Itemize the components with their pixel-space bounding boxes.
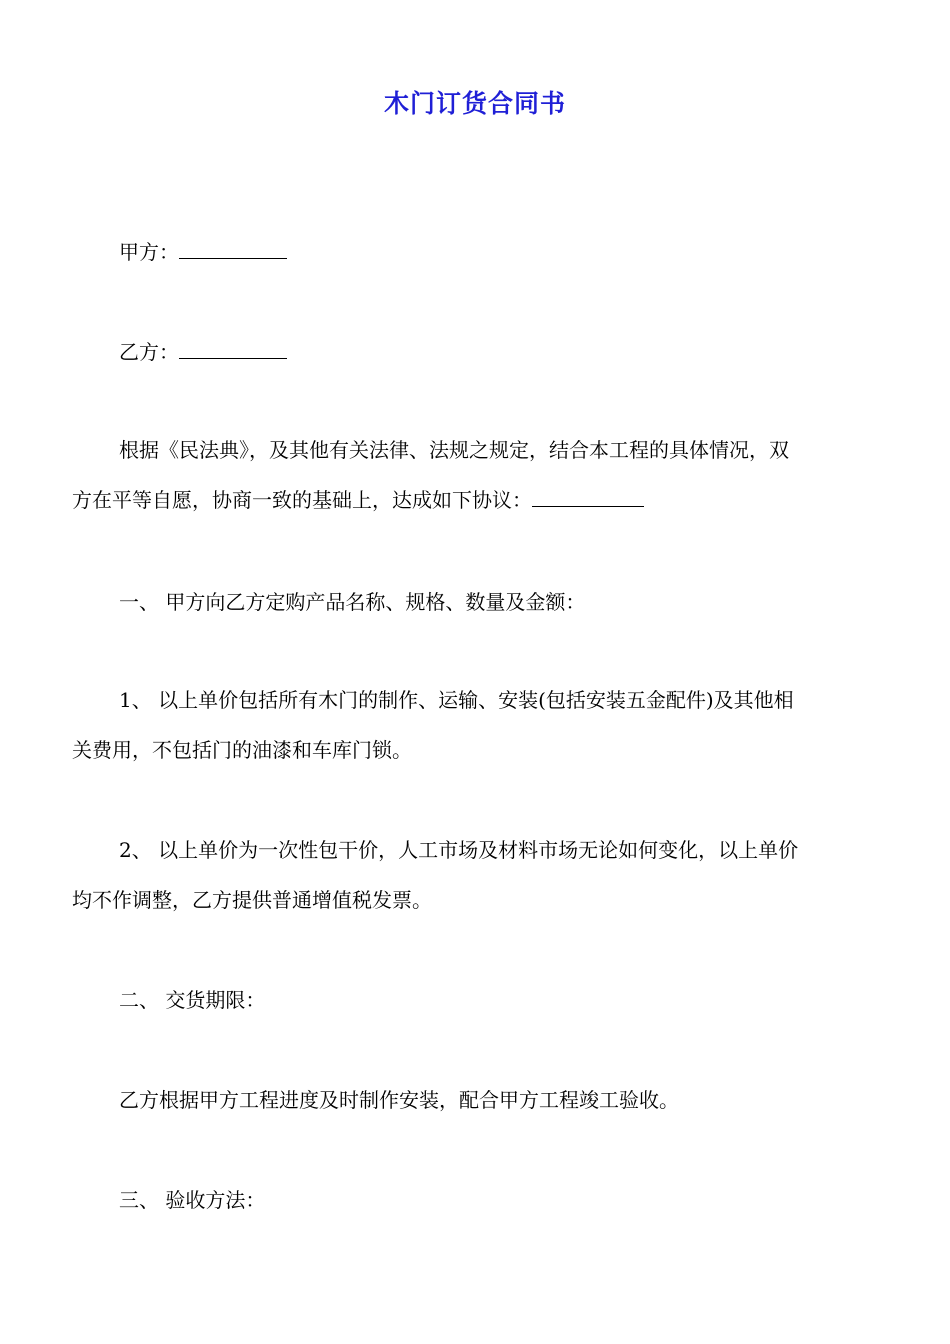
party-a-blank [179, 240, 287, 259]
item-1-line-2: 关费用，不包括门的油漆和车库门锁。 [72, 738, 412, 762]
party-b-blank [179, 340, 287, 359]
intro-text: 方在平等自愿，协商一致的基础上，达成如下协议： [72, 488, 532, 512]
document-title: 木门订货合同书 [383, 89, 566, 118]
section-3-heading: 三、 验收方法： [119, 1188, 266, 1212]
party-a-line [119, 240, 287, 264]
item-2-line-2: 均不作调整，乙方提供普通增值税发票。 [72, 888, 432, 912]
intro-paragraph-line-2 [72, 488, 644, 512]
section-2-heading: 二、 交货期限： [119, 988, 266, 1012]
agreement-blank [532, 488, 644, 507]
section-1-heading: 一、 甲方向乙方定购产品名称、规格、数量及金额： [119, 590, 586, 614]
party-a-label: 甲方： [119, 240, 179, 264]
section-2-body: 乙方根据甲方工程进度及时制作安装，配合甲方工程竣工验收。 [119, 1088, 679, 1112]
party-b-line [119, 340, 287, 364]
item-1-line-1: 1、 以上单价包括所有木门的制作、运输、安装(包括安装五金配件)及其他相 [119, 688, 794, 712]
party-b-label: 乙方： [119, 340, 179, 364]
intro-paragraph-line-1: 根据《民法典》，及其他有关法律、法规之规定，结合本工程的具体情况，双 [119, 438, 789, 462]
item-2-line-1: 2、 以上单价为一次性包干价，人工市场及材料市场无论如何变化，以上单价 [119, 838, 799, 862]
